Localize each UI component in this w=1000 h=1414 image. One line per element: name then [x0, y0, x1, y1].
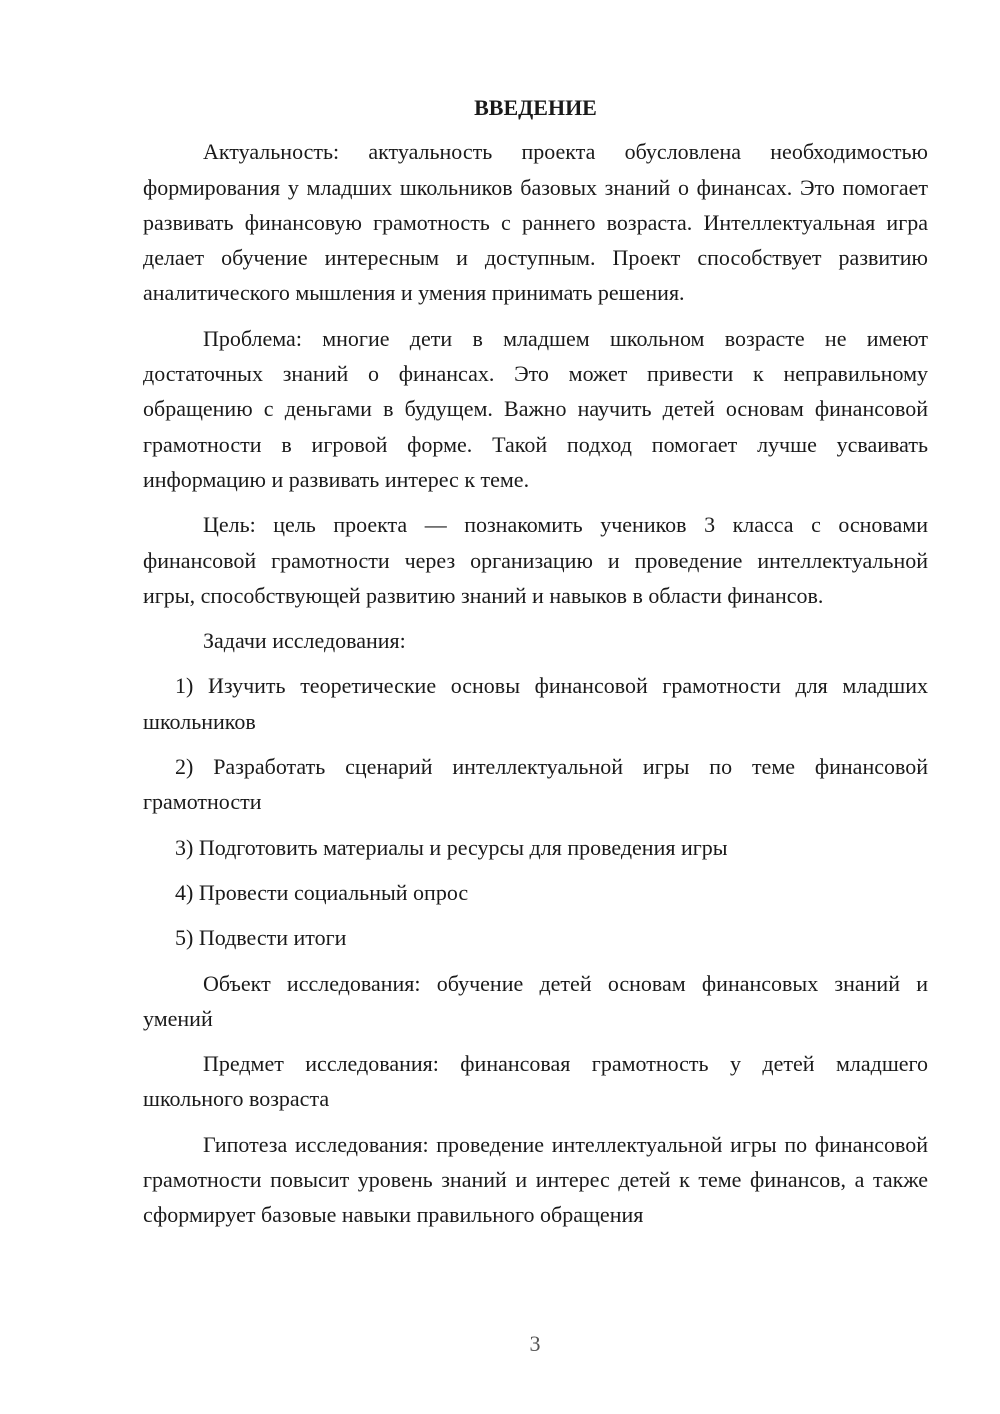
task-item: 1) Изучить теоретические основы финансовой грамотности для младших школьников: [143, 673, 928, 734]
task-item: 4) Провести социальный опрос: [175, 879, 469, 905]
task-item: 5) Подвести итоги: [175, 925, 347, 951]
document-page: [143, 90, 928, 1243]
goal-paragraph: Цель: цель проекта — познакомить учеников 3 класса с основами финансовой грамотности через организацию и проведение интеллектуальной игры, способствующей развитию знаний и навыков в области финансов.: [143, 512, 928, 608]
task-item: 3) Подготовить материалы и ресурсы для проведения игры: [175, 834, 728, 860]
relevance-paragraph: Актуальность: актуальность проекта обусловлена необходимостью формирования у младших школьников базовых знаний о финансах. Это помогает развивать финансовую грамотность с раннего возраста. Интеллектуальная игра делает обучение интересным и доступным. Проект способствует развитию аналитического мышления и умения принимать решения.: [143, 139, 928, 306]
task-item: 2) Разработать сценарий интеллектуальной игры по теме финансовой грамотности: [143, 754, 928, 815]
page-title: ВВЕДЕНИЕ: [474, 95, 597, 120]
subject-paragraph: Предмет исследования: финансовая грамотность у детей младшего школьного возраста: [143, 1051, 928, 1112]
problem-paragraph: Проблема: многие дети в младшем школьном возрасте не имеют достаточных знаний о финансах. Это может привести к неправильному обращению с деньгами в будущем. Важно научить детей основам финансовой грамотности в игровой форме. Такой подход помогает лучше усваивать информацию и развивать интерес к теме.: [143, 325, 928, 492]
page-number: 3: [529, 1331, 541, 1356]
tasks-heading: Задачи исследования:: [203, 628, 406, 654]
object-paragraph: Объект исследования: обучение детей основам финансовых знаний и умений: [143, 970, 928, 1031]
hypothesis-paragraph: Гипотеза исследования: проведение интеллектуальной игры по финансовой грамотности повысит уровень знаний и интерес детей к теме финансов, а также сформирует базовые навыки правильного обращения: [143, 1131, 928, 1228]
